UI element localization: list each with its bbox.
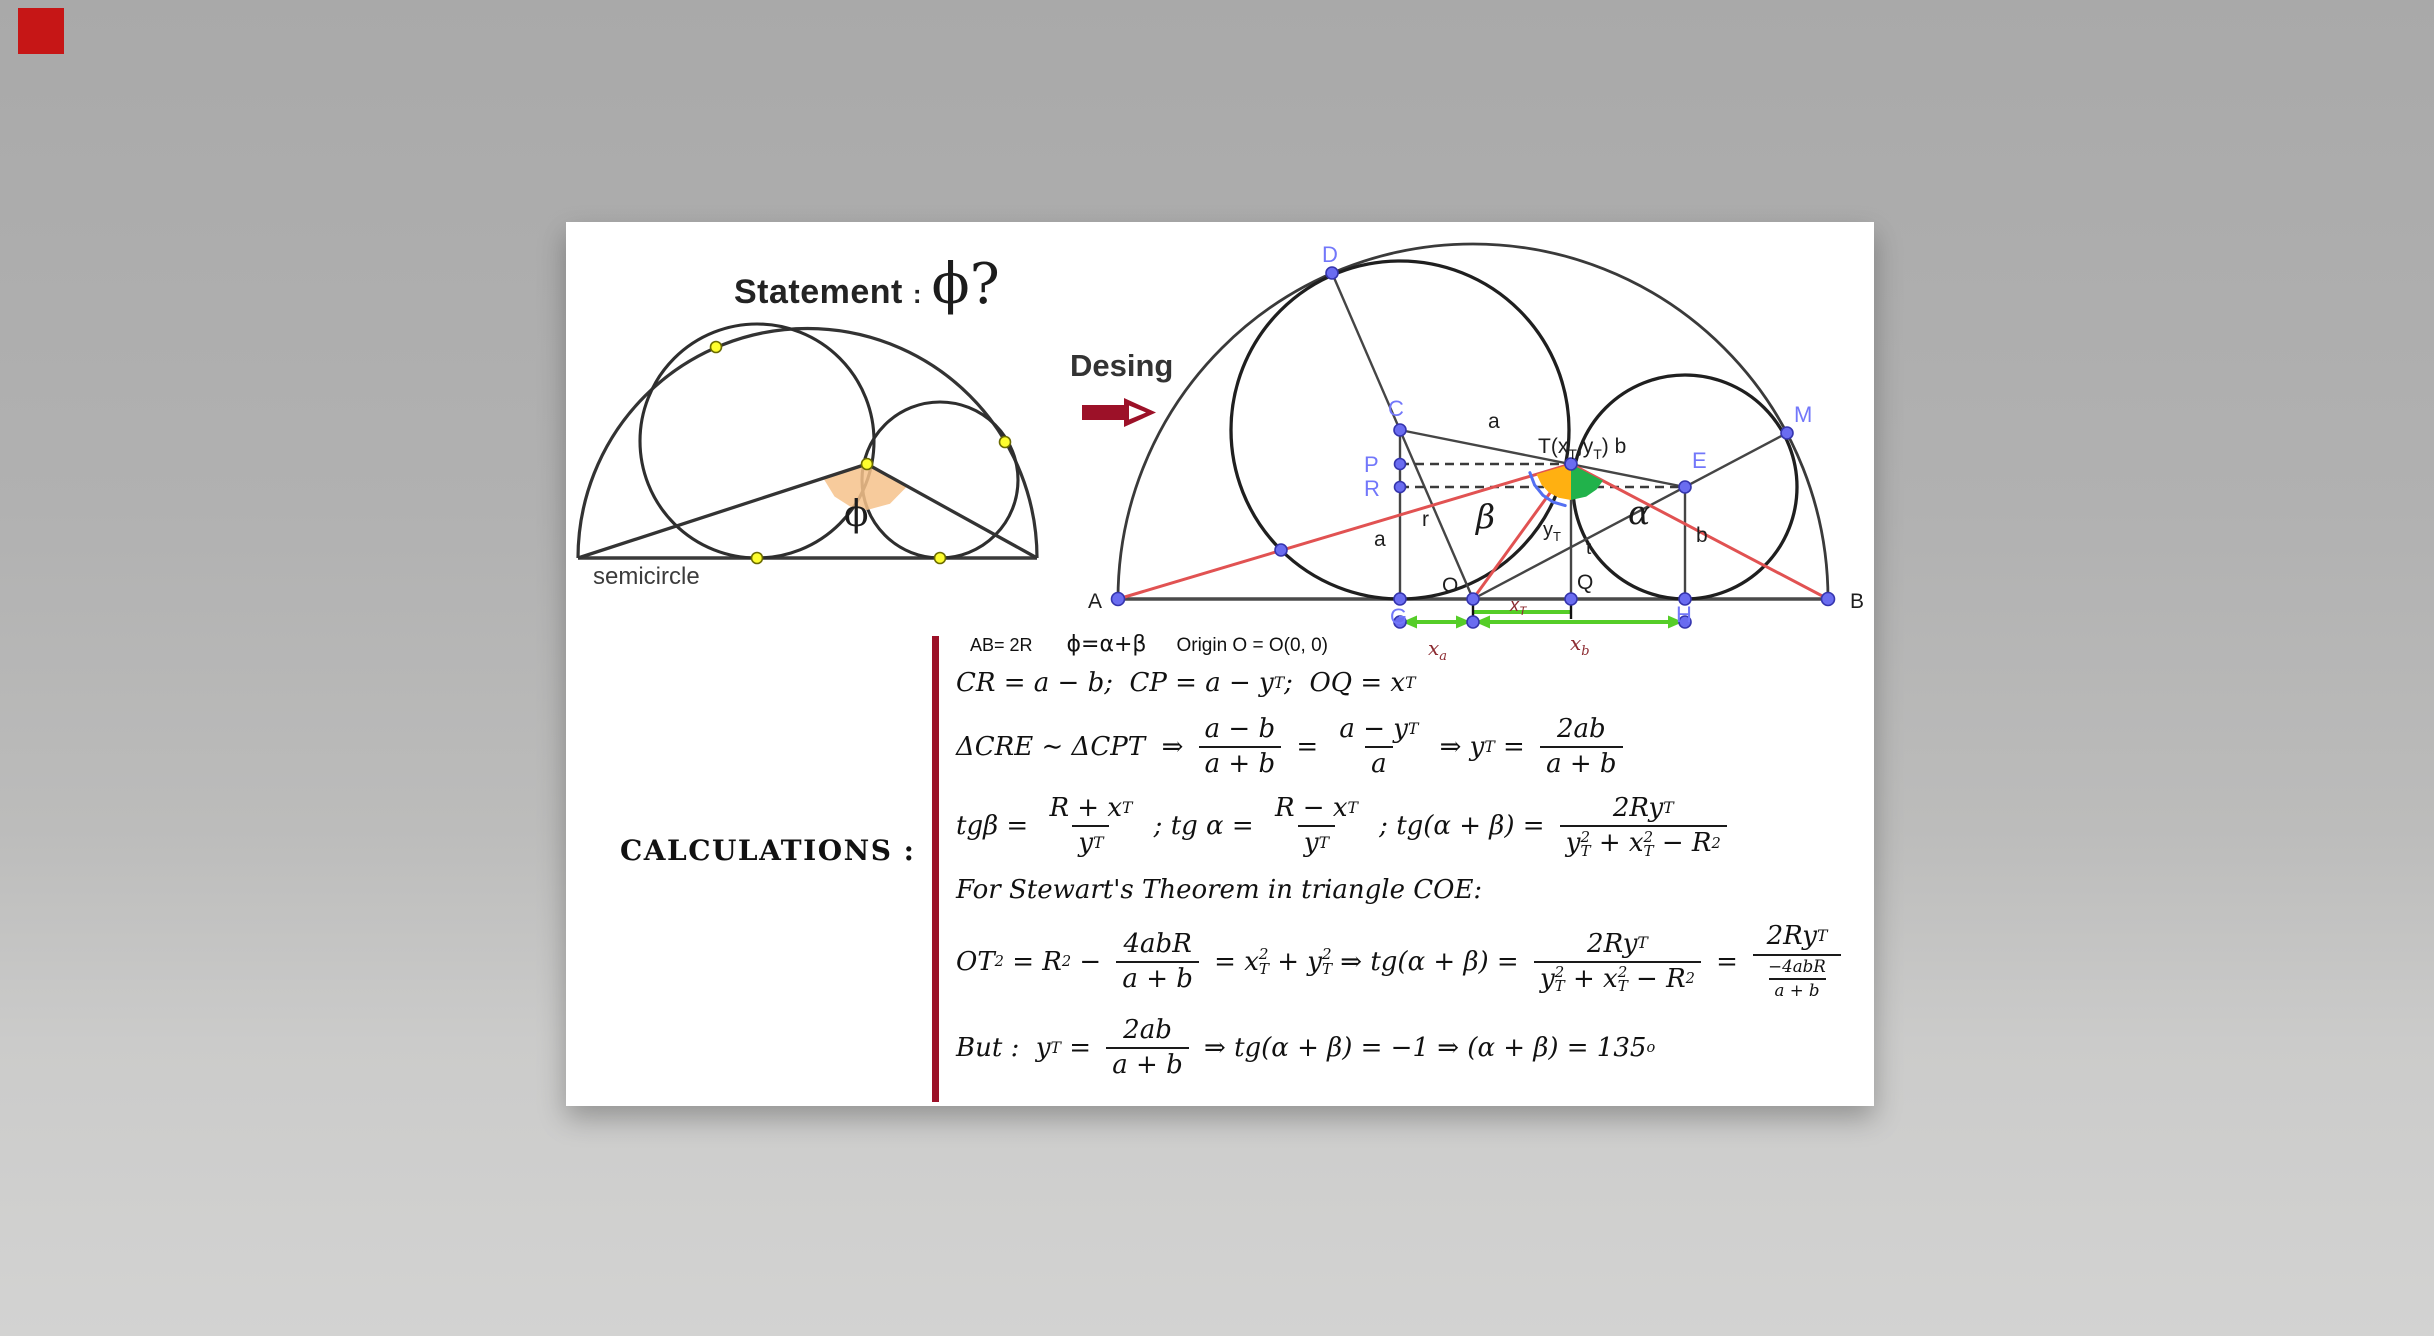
design-semicircle-arc (1118, 244, 1828, 599)
arrow-shaft (1082, 405, 1124, 420)
label-O: O (1442, 574, 1459, 597)
calculations-divider-bar (932, 636, 939, 1102)
dot-P (1395, 459, 1406, 470)
red-line-A-T (1118, 464, 1571, 599)
black-point-labels (1088, 571, 1864, 613)
design-diagram (1088, 242, 1864, 664)
label-A: A (1088, 590, 1103, 613)
label-b-height: b (1696, 524, 1708, 547)
label-T-coordinates: $T(x_T,y_T)$ b (1538, 435, 1627, 462)
label-xa: $x_a$ (1428, 636, 1448, 664)
label-B: B (1850, 590, 1865, 613)
label-alpha: α (1628, 493, 1651, 532)
formula-line: OT 2 = R 2 − $\frac{\text{4abR}}{a + b}$ = x 2 T + y 2 T ⇒ tg(α + β) = 2Ry T y 2 T + x 2 T − R 2 = 2Ry T $\frac{\text{−4abR}}{a + b}$ (956, 922, 1866, 1000)
label-D: D (1322, 242, 1338, 267)
assumptions-row (970, 632, 1328, 657)
label-beta: β (1476, 497, 1496, 536)
label-xT: $x_T$ (1510, 595, 1527, 618)
label-R: R (1364, 476, 1380, 501)
label-yT: $y_T$ (1543, 519, 1561, 544)
dot-O (1467, 593, 1479, 605)
label-M: M (1794, 402, 1813, 427)
title-statement: Statement (734, 273, 903, 311)
label-C: C (1388, 396, 1404, 421)
label-Q: Q (1577, 571, 1594, 594)
assumption-phi-sum: ϕ=α+β (1066, 632, 1147, 657)
formula-line: CR = a − b; CP = a − y T ; OQ = x T (956, 668, 1416, 698)
xa-double-arrow (1402, 616, 1471, 629)
red-lines (1118, 464, 1828, 599)
dot-C (1394, 424, 1406, 436)
dot-Q (1565, 593, 1577, 605)
statement-semicircle-arc (578, 328, 1037, 558)
label-r: r (1422, 508, 1429, 531)
measurement-arrows (1402, 605, 1683, 629)
dot-M (1781, 427, 1793, 439)
dot-O2 (1467, 616, 1479, 628)
label-t: t (1586, 538, 1592, 559)
design-heading: Desing (1070, 348, 1174, 383)
label-H: H (1676, 602, 1692, 627)
dot-AT-circle-intersection (1275, 544, 1287, 556)
assumption-ab: AB= 2R (970, 635, 1033, 655)
xb-double-arrow (1475, 616, 1683, 629)
design-arrow (1082, 398, 1156, 427)
dot-E (1679, 481, 1691, 493)
phi-angle-label: ϕ (844, 494, 869, 535)
calculations-heading: CALCULATIONS : (620, 834, 916, 867)
slide-title (734, 252, 1000, 317)
label-E: E (1692, 448, 1707, 473)
design-point-dots (1112, 267, 1835, 628)
dot-B (1822, 593, 1835, 606)
dot-D (1326, 267, 1338, 279)
label-a-height: a (1374, 528, 1386, 551)
formula-line: ΔCRE ∼ ΔCPT ⇒ $\frac{a - b}{a + b}$ = a − y T a ⇒ y T = $\frac{2ab}{a + b}$ (956, 715, 1866, 779)
statement-chord-left (578, 464, 867, 558)
assumption-origin: Origin O = O(0, 0) (1176, 635, 1328, 656)
recording-indicator (18, 8, 64, 54)
label-P: P (1364, 452, 1379, 477)
formula-line: For Stewart's Theorem in triangle COE: (956, 875, 1483, 906)
greek-angle-labels (1474, 493, 1650, 536)
label-a-radius: a (1488, 410, 1500, 433)
formula-line: tgβ = R + x T y T ; tg α = R − x T y T ; tg(α + β) = 2Ry T y 2 T + x 2 T − R 2 (956, 794, 1866, 858)
statement-left-circle (640, 324, 874, 558)
semicircle-caption: semicircle (593, 563, 700, 590)
dot-A (1112, 593, 1125, 606)
title-colon: : (912, 279, 922, 309)
statement-diagram (578, 324, 1037, 590)
formula-line: But : y T = $\frac{2ab}{a + b}$ ⇒ tg(α + β) = −1 ⇒ (α + β) = 135 o (956, 1014, 1656, 1080)
title-phi-question: ϕ? (931, 252, 1000, 317)
label-xb: $x_b$ (1570, 631, 1590, 659)
dot-R (1395, 482, 1406, 493)
calculations-formulas (956, 666, 1866, 1080)
presentation-slide (566, 222, 1874, 1106)
label-G: G (1390, 604, 1408, 629)
